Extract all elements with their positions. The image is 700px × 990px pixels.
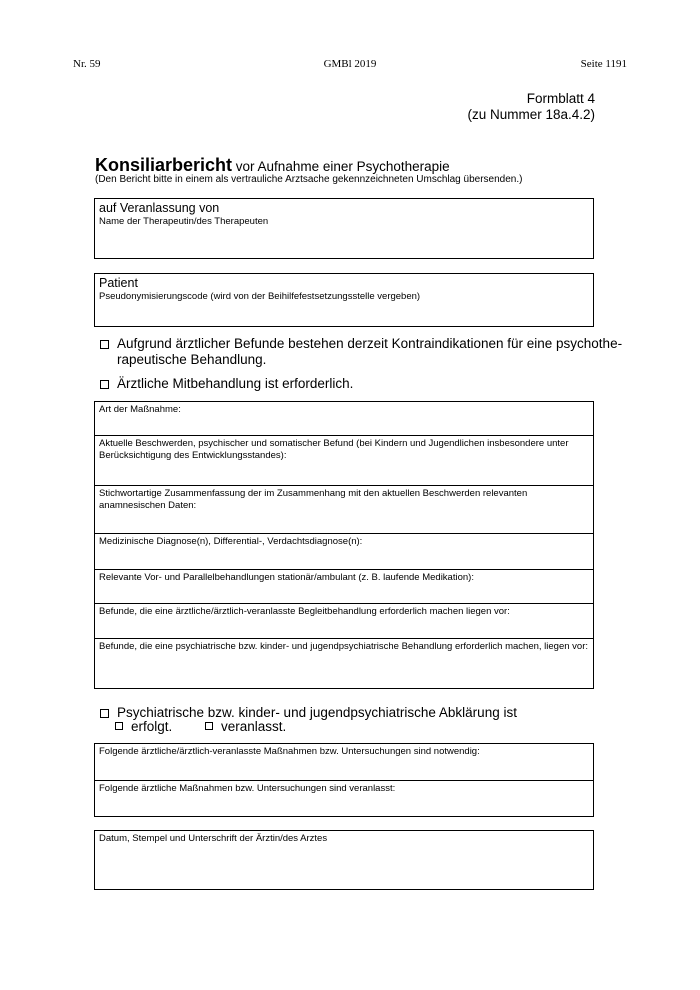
page-number-right: Seite 1191 (580, 58, 627, 70)
pseudonym-code-label: Pseudonymisierungscode (wird von der Beihilfefestsetzungsstelle vergeben) (99, 291, 421, 302)
therapist-name-label: Name der Therapeutin/des Therapeuten (99, 216, 269, 227)
signature-box[interactable] (94, 830, 594, 890)
psychiatrisch-label: Psychiatrische bzw. kinder- und jugendpsychiatrische Abklärung ist (117, 705, 517, 720)
form-section-reference: (zu Nummer 18a.4.2) (467, 107, 595, 122)
table-row-begleitbehandlung[interactable]: Befunde, die eine ärztliche/ärztlich-veranlasste Begleitbehandlung erforderlich machen liegen vor: (95, 604, 593, 639)
form-reference (467, 91, 595, 123)
document-instructions: (Den Bericht bitte in einem als vertrauliche Arztsache gekennzeichneten Umschlag übersenden.) (95, 174, 523, 185)
table-row-massnahmen-notwendig[interactable]: Folgende ärztliche/ärztlich-veranlasste Maßnahmen bzw. Untersuchungen sind notwendig: (95, 744, 593, 781)
title-bold: Konsiliarbericht (95, 155, 233, 175)
veranlasst-checkbox[interactable] (205, 722, 213, 730)
findings-table (94, 401, 594, 689)
mitbehandlung-option[interactable] (100, 376, 353, 392)
kontraindikation-line-2: rapeutische Behandlung. (117, 352, 267, 367)
mitbehandlung-checkbox[interactable] (100, 380, 109, 389)
psychiatrisch-checkbox[interactable] (100, 709, 109, 718)
erfolgt-label: erfolgt. (131, 719, 173, 734)
table-row-art-der-massnahme[interactable]: Art der Maßnahme: (95, 402, 593, 436)
veranlassung-heading: auf Veranlassung von (99, 201, 220, 215)
publication-name: GMBl 2019 (323, 58, 377, 70)
table-row-psychiatrische-behandlung[interactable]: Befunde, die eine psychiatrische bzw. kinder- und jugendpsychiatrische Behandlung erforderlich machen, liegen vor: (99, 641, 589, 652)
veranlassung-box[interactable] (94, 198, 594, 259)
kontraindikation-checkbox[interactable] (100, 340, 109, 349)
title-rest: vor Aufnahme einer Psychotherapie (232, 159, 450, 174)
form-number: Formblatt 4 (526, 91, 595, 106)
table-row-diagnosen[interactable]: Medizinische Diagnose(n), Differential-, Verdachtsdiagnose(n): (95, 534, 593, 570)
signature-label: Datum, Stempel und Unterschrift der Ärztin/des Arztes (99, 833, 328, 844)
mitbehandlung-label: Ärztliche Mitbehandlung ist erforderlich. (117, 376, 354, 391)
kontraindikation-option[interactable] (100, 336, 622, 368)
page-number-left: Nr. 59 (73, 58, 101, 70)
patient-box[interactable] (94, 273, 594, 327)
table-row-vorbehandlungen[interactable]: Relevante Vor- und Parallelbehandlungen stationär/ambulant (z. B. laufende Medikation): (95, 570, 593, 604)
measures-table (94, 743, 594, 817)
veranlasst-option[interactable] (205, 719, 286, 734)
erfolgt-option[interactable] (115, 719, 172, 734)
table-row-massnahmen-veranlasst[interactable]: Folgende ärztliche Maßnahmen bzw. Untersuchungen sind veranlasst: (99, 783, 396, 794)
table-row-aktuelle-beschwerden[interactable]: Aktuelle Beschwerden, psychischer und somatischer Befund (bei Kindern und Jugendlichen insbesondere unter Berücksichtigung des Entwicklungsstandes): (95, 436, 593, 486)
document-title (95, 155, 450, 176)
table-row-anamnese[interactable]: Stichwortartige Zusammenfassung der im Zusammenhang mit den aktuellen Beschwerden relevanten anamnesischen Daten: (95, 486, 593, 534)
patient-heading: Patient (99, 276, 138, 290)
veranlasst-label: veranlasst. (221, 719, 287, 734)
kontraindikation-line-1: Aufgrund ärztlicher Befunde bestehen derzeit Kontraindikationen für eine psychothe- (117, 336, 623, 351)
erfolgt-checkbox[interactable] (115, 722, 123, 730)
